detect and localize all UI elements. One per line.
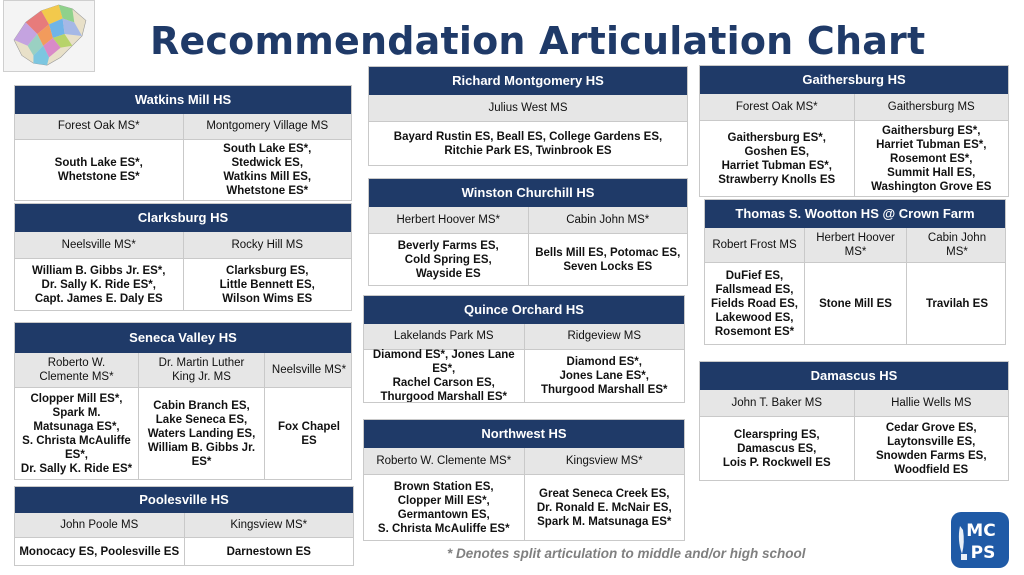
elementary-school-row	[700, 121, 1008, 196]
elementary-school-line: Travilah ES	[925, 297, 988, 310]
elementary-school-line: Ritchie Park ES, Twinbrook ES	[444, 144, 612, 157]
elementary-school-cell	[139, 388, 265, 479]
county-map-thumbnail	[3, 0, 95, 72]
middle-school-name: Julius West MS	[488, 102, 568, 115]
elementary-school-cell	[184, 259, 352, 310]
elementary-school-cell	[369, 234, 529, 285]
elementary-school-line: Wayside ES	[415, 267, 481, 280]
elementary-school-cell	[907, 263, 1006, 344]
middle-school-name: Clemente MS*	[39, 371, 114, 384]
elementary-school-line: ES*,	[64, 448, 88, 461]
middle-school-name: Neelsville MS*	[271, 364, 347, 377]
logo-text-line1: MC	[966, 521, 996, 541]
elementary-school-row	[15, 388, 351, 479]
elementary-school-line: Bells Mill ES, Potomac ES,	[535, 246, 681, 259]
card-clarksburg	[14, 203, 352, 311]
elementary-school-line: S. Christa McAuliffe ES*	[377, 522, 510, 535]
elementary-school-line: Matsunaga ES*,	[33, 420, 120, 433]
elementary-school-line: Spark M. Matsunaga ES*	[537, 515, 672, 528]
elementary-school-line: Laytonsville ES,	[887, 435, 976, 448]
elementary-school-cell	[15, 388, 139, 479]
elementary-school-line: Rosemont ES*,	[890, 152, 973, 165]
middle-school-row	[15, 513, 353, 538]
elementary-school-line: Fox Chapel ES	[278, 420, 340, 447]
middle-school-name: Forest Oak MS*	[57, 120, 140, 133]
middle-school-name: Cabin John	[927, 232, 987, 245]
middle-school-cell	[185, 513, 354, 537]
elementary-school-line: Rachel Carson ES,	[392, 377, 495, 389]
elementary-school-row	[700, 417, 1008, 480]
elementary-school-line: Cedar Grove ES,	[885, 421, 977, 434]
elementary-school-line: Harriet Tubman ES*,	[721, 159, 832, 172]
page-title: Recommendation Articulation Chart	[150, 19, 926, 63]
mcps-logo	[951, 512, 1009, 568]
middle-school-name: Hallie Wells MS	[891, 397, 972, 410]
middle-school-name: Kingsview MS*	[565, 455, 643, 468]
elementary-school-line: Capt. James E. Daly ES	[34, 292, 163, 305]
middle-school-name: Neelsville MS*	[61, 239, 136, 252]
middle-school-name: Forest Oak MS*	[735, 101, 818, 114]
card-wootton	[704, 199, 1006, 345]
middle-school-cell	[364, 448, 525, 474]
high-school-header: Winston Churchill HS	[369, 179, 687, 207]
elementary-school-line: Strawberry Knolls ES	[718, 173, 836, 186]
elementary-school-line: Damascus ES,	[737, 442, 817, 455]
elementary-school-line: Bayard Rustin ES, Beall ES, College Gardens ES,	[393, 130, 663, 143]
middle-school-row	[364, 324, 684, 350]
high-school-header: Thomas S. Wootton HS @ Crown Farm	[705, 200, 1005, 228]
elementary-school-line: Fields Road ES,	[711, 297, 798, 310]
middle-school-cell	[265, 353, 352, 387]
elementary-school-line: Waters Landing ES,	[147, 427, 256, 440]
card-gaithersburg	[699, 65, 1009, 197]
middle-school-row	[705, 228, 1005, 263]
elementary-school-cell	[529, 234, 688, 285]
elementary-school-cell	[700, 417, 855, 480]
middle-school-name: Robert Frost MS	[712, 239, 797, 252]
elementary-school-row	[15, 259, 351, 310]
elementary-school-cell	[705, 263, 805, 344]
elementary-school-line: Fallsmead ES,	[715, 283, 794, 296]
middle-school-cell	[525, 448, 685, 474]
elementary-school-cell	[855, 417, 1009, 480]
elementary-school-line: Dr. Sally K. Ride ES*	[20, 462, 133, 475]
middle-school-name: Cabin John MS*	[566, 214, 650, 227]
middle-school-name: MS*	[844, 246, 867, 259]
middle-school-name: Lakelands Park MS	[393, 330, 494, 343]
card-quince-orchard	[363, 295, 685, 403]
middle-school-cell	[907, 228, 1006, 262]
high-school-header: Gaithersburg HS	[700, 66, 1008, 94]
elementary-school-line: Gaithersburg ES*,	[727, 131, 826, 144]
elementary-school-line: Cabin Branch ES,	[153, 399, 250, 412]
county-map-image	[4, 1, 94, 71]
elementary-school-line: Diamond ES*,	[566, 355, 642, 368]
middle-school-row	[15, 232, 351, 259]
elementary-school-line: Seven Locks ES	[563, 260, 653, 273]
middle-school-cell	[369, 207, 529, 233]
middle-school-name: MS*	[946, 246, 968, 259]
middle-school-cell	[855, 94, 1009, 120]
middle-school-name: Roberto W. Clemente MS*	[376, 455, 512, 468]
elementary-school-line: DuFief ES,	[725, 269, 784, 282]
elementary-school-row	[369, 234, 687, 285]
elementary-school-line: Wilson Wims ES	[222, 292, 313, 305]
card-winston-churchill	[368, 178, 688, 286]
elementary-school-line: Harriet Tubman ES*,	[876, 138, 987, 151]
elementary-school-cell	[265, 388, 352, 479]
middle-school-name: Montgomery Village MS	[206, 120, 329, 133]
elementary-school-line: Thurgood Marshall ES*	[540, 384, 668, 396]
elementary-school-line: Darnestown ES	[226, 545, 311, 558]
middle-school-row	[369, 207, 687, 234]
middle-school-cell	[15, 232, 184, 258]
elementary-school-line: Great Seneca Creek ES,	[539, 487, 670, 500]
card-northwest	[363, 419, 685, 541]
middle-school-row	[700, 390, 1008, 417]
elementary-school-line: Rosemont ES*	[714, 325, 795, 338]
card-poolesville	[14, 486, 354, 566]
high-school-header: Watkins Mill HS	[15, 86, 351, 114]
middle-school-name: Rocky Hill MS	[231, 239, 304, 252]
elementary-school-line: Dr. Sally K. Ride ES*,	[41, 278, 156, 291]
middle-school-cell	[184, 114, 352, 139]
elementary-school-line: Jones Lane ES*,	[559, 369, 649, 382]
middle-school-name: Gaithersburg MS	[887, 101, 975, 114]
middle-school-name: Roberto W.	[47, 357, 106, 370]
middle-school-row	[15, 114, 351, 140]
card-seneca-valley	[14, 322, 352, 480]
elementary-school-cell	[369, 122, 687, 165]
elementary-school-line: William B. Gibbs Jr. ES*,	[32, 264, 166, 277]
elementary-school-line: Stone Mill ES	[819, 297, 892, 310]
elementary-school-line: Clopper Mill ES*,	[397, 494, 490, 507]
middle-school-cell	[700, 390, 855, 416]
elementary-school-line: Watkins Mill ES,	[223, 171, 312, 183]
middle-school-name: Ridgeview MS	[567, 330, 641, 343]
high-school-header: Quince Orchard HS	[364, 296, 684, 324]
elementary-school-cell	[805, 263, 907, 344]
elementary-school-line: Goshen ES,	[744, 145, 810, 158]
middle-school-cell	[15, 114, 184, 139]
middle-school-row	[700, 94, 1008, 121]
high-school-header: Damascus HS	[700, 362, 1008, 390]
elementary-school-row	[705, 263, 1005, 344]
elementary-school-cell	[15, 140, 184, 200]
logo-text-line2: PS	[970, 543, 996, 563]
card-richard-montgomery	[368, 66, 688, 166]
elementary-school-cell	[15, 538, 185, 565]
middle-school-row	[364, 448, 684, 475]
high-school-header: Seneca Valley HS	[15, 323, 351, 353]
elementary-school-line: Monocacy ES, Poolesville ES	[19, 545, 180, 558]
elementary-school-line: South Lake ES*,	[54, 156, 143, 169]
card-watkins-mill	[14, 85, 352, 201]
elementary-school-row	[15, 140, 351, 200]
elementary-school-line: Little Bennett ES,	[219, 278, 315, 291]
elementary-school-line: Lakewood ES,	[715, 311, 794, 324]
elementary-school-line: ES*	[191, 455, 212, 468]
middle-school-row	[15, 353, 351, 388]
middle-school-cell	[139, 353, 265, 387]
middle-school-cell	[700, 94, 855, 120]
middle-school-name: King Jr. MS	[172, 371, 231, 384]
middle-school-cell	[529, 207, 688, 233]
elementary-school-cell	[15, 259, 184, 310]
elementary-school-line: Dr. Ronald E. McNair ES,	[536, 501, 672, 514]
elementary-school-line: Clopper Mill ES*,	[30, 392, 123, 405]
middle-school-cell	[15, 353, 139, 387]
middle-school-cell	[364, 324, 525, 349]
elementary-school-line: Clarksburg ES,	[226, 264, 309, 277]
elementary-school-line: S. Christa McAuliffe	[22, 434, 131, 447]
elementary-school-line: Beverly Farms ES,	[397, 239, 499, 252]
elementary-school-cell	[525, 475, 685, 540]
elementary-school-row	[364, 350, 684, 402]
middle-school-name: Herbert Hoover MS*	[396, 214, 501, 227]
middle-school-cell	[705, 228, 805, 262]
elementary-school-line: William B. Gibbs Jr.	[147, 441, 256, 454]
elementary-school-line: Spark M.	[52, 406, 101, 419]
elementary-school-cell	[525, 350, 685, 402]
elementary-school-line: Thurgood Marshall ES*	[380, 391, 507, 403]
middle-school-name: John Poole MS	[60, 519, 139, 532]
elementary-school-line: Summit Hall ES,	[887, 166, 976, 179]
high-school-header: Northwest HS	[364, 420, 684, 448]
elementary-school-line: Woodfield ES	[894, 463, 969, 476]
middle-school-name: John T. Baker MS	[731, 397, 823, 410]
elementary-school-cell	[364, 350, 525, 402]
footnote: * Denotes split articulation to middle and/or high school	[447, 546, 806, 561]
middle-school-cell	[184, 232, 352, 258]
middle-school-name: Herbert Hoover	[816, 232, 895, 245]
middle-school-cell	[805, 228, 907, 262]
elementary-school-cell	[364, 475, 525, 540]
high-school-header: Richard Montgomery HS	[369, 67, 687, 95]
middle-school-cell	[15, 513, 185, 537]
elementary-school-line: Stedwick ES,	[231, 156, 304, 169]
elementary-school-line: Washington Grove ES	[871, 180, 992, 193]
elementary-school-line: South Lake ES*,	[223, 142, 312, 155]
elementary-school-line: Whetstone ES*	[226, 185, 309, 198]
elementary-school-cell	[700, 121, 855, 196]
elementary-school-line: Lake Seneca ES,	[155, 413, 248, 426]
card-damascus	[699, 361, 1009, 481]
elementary-school-line: Gaithersburg ES*,	[882, 124, 981, 137]
middle-school-cell	[369, 95, 687, 121]
elementary-school-line: Snowden Farms ES,	[875, 449, 987, 462]
elementary-school-cell	[855, 121, 1009, 196]
elementary-school-cell	[184, 140, 352, 200]
elementary-school-line: Cold Spring ES,	[404, 253, 492, 266]
elementary-school-line: Clearspring ES,	[733, 428, 820, 441]
middle-school-cell	[855, 390, 1009, 416]
high-school-header: Poolesville HS	[15, 487, 353, 513]
high-school-header: Clarksburg HS	[15, 204, 351, 232]
middle-school-cell	[525, 324, 685, 349]
elementary-school-line: Germantown ES,	[397, 508, 490, 521]
elementary-school-line: Whetstone ES*	[57, 171, 140, 183]
middle-school-row	[369, 95, 687, 122]
elementary-school-line: Lois P. Rockwell ES	[722, 456, 831, 469]
middle-school-name: Dr. Martin Luther	[158, 357, 245, 370]
elementary-school-cell	[185, 538, 354, 565]
elementary-school-line: Brown Station ES,	[393, 480, 494, 493]
elementary-school-row	[369, 122, 687, 165]
middle-school-name: Kingsview MS*	[230, 519, 308, 532]
elementary-school-row	[364, 475, 684, 540]
elementary-school-row	[15, 538, 353, 565]
elementary-school-line: Diamond ES*, Jones Lane ES*,	[372, 348, 515, 375]
